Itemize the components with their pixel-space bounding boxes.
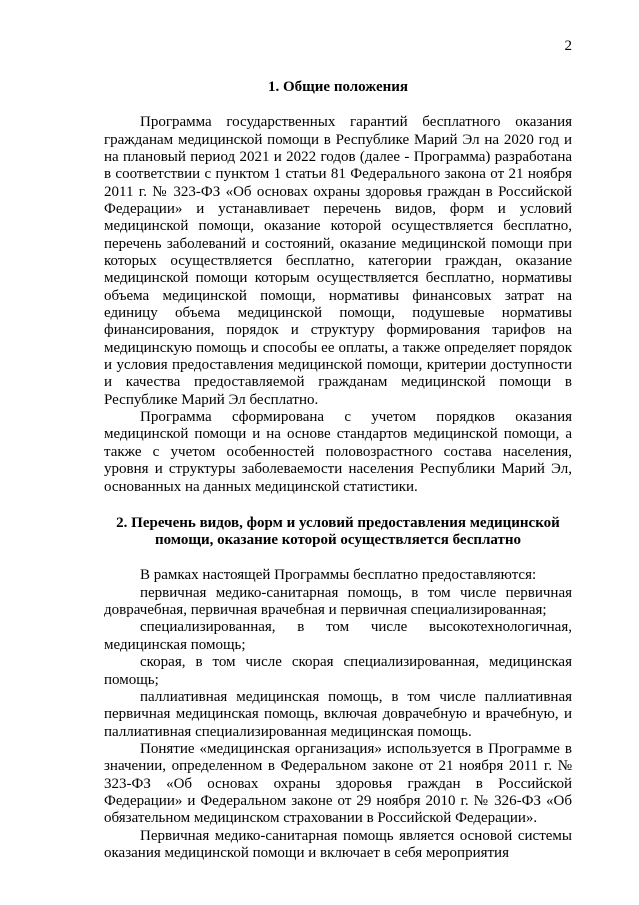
section-2-title-line-1: 2. Перечень видов, форм и условий предоставления медицинской [116,514,560,531]
page-number: 2 [564,38,572,54]
section-2-title-line-2: помощи, оказание которой осуществляется бесплатно [154,532,522,549]
section-2-paragraph: скорая, в том числе скорая специализированная, медицинская помощь; [104,654,572,688]
section-2-paragraph: специализированная, в том числе высокотехнологичная, медицинская помощь; [104,619,572,653]
section-2-paragraph: Первичная медико-санитарная помощь является основой системы оказания медицинской помощи и включает в себя мероприятия [104,827,572,861]
section-2-paragraph: паллиативная медицинская помощь, в том числе паллиативная первичная медицинская помощь, включая доврачебную и врачебную, и паллиативная специализированная медицинская помощь. [104,688,572,740]
section-1-title: 1. Общие положения [267,79,409,95]
section-2-paragraph: В рамках настоящей Программы бесплатно предоставляются: [140,567,537,584]
section-2-paragraph: Понятие «медицинская организация» используется в Программе в значении, определенном в Федеральном законе от 21 ноября 2011 г. № 323-ФЗ «Об основах охраны здоровья граждан в Российской Федерации» и Федеральном законе от 29 ноября 2010 г. № 326-ФЗ «Об обязательном медицинском страховании в Российской Федерации». [104,740,572,827]
section-2-paragraph: первичная медико-санитарная помощь, в том числе первичная доврачебная, первичная врачебная и первичная специализированная; [104,584,572,619]
section-1-paragraph: Программа государственных гарантий бесплатного оказания гражданам медицинской помощи в Республике Марий Эл на 2020 год и на плановый период 2021 и 2022 годов (далее - Программа) разработана в соответствии с пунктом 1 статьи 81 Федерального закона от 21 ноября 2011 г. № 323-ФЗ «Об основах охраны здоровья граждан в Российской Федерации» и устанавливает перечень видов, форм и условий медицинской помощи, оказание которой осуществляется бесплатно, перечень заболеваний и состояний, оказание медицинской помощи при которых осуществляется бесплатно, категории граждан, оказание медицинской помощи которым осуществляется бесплатно, нормативы объема медицинской помощи, нормативы финансовых затрат на единицу объема медицинской помощи, подушевые нормативы финансирования, порядок и структуру формирования тарифов на медицинскую помощь и способы ее оплаты, а также определяет порядок и условия предоставления медицинской помощи, критерии доступности и качества предоставляемой гражданам медицинской помощи в Республике Марий Эл бесплатно. [104,114,572,408]
document-body [104,79,572,862]
section-2-title [104,515,572,550]
section-1-paragraph: Программа сформирована с учетом порядков оказания медицинской помощи и на основе стандартов медицинской помощи, а также с учетом особенностей половозрастного состава населения, уровня и структуры заболеваемости населения Республики Марий Эл, основанных на данных медицинской статистики. [104,409,572,495]
